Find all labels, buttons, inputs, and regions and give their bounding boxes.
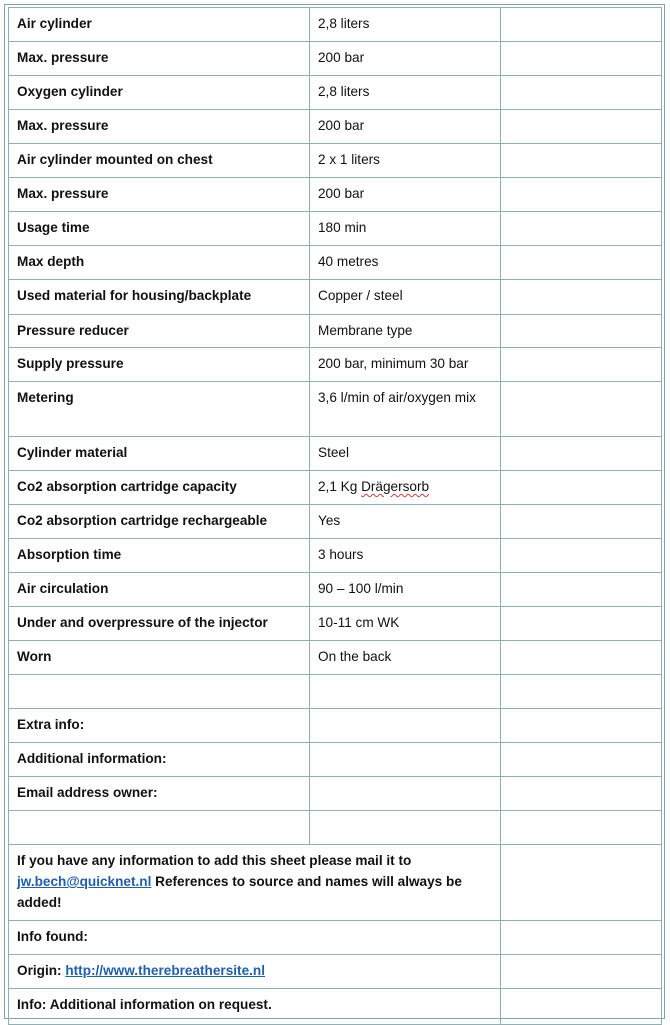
empty-cell <box>501 382 662 437</box>
spec-label: Usage time <box>9 212 310 246</box>
spec-label: Under and overpressure of the injector <box>9 607 310 641</box>
spec-value: 90 – 100 l/min <box>310 573 501 607</box>
spec-value: 2,8 liters <box>310 76 501 110</box>
table-row <box>9 437 662 471</box>
table-row <box>9 777 662 811</box>
empty-cell <box>310 777 501 811</box>
spec-label: Oxygen cylinder <box>9 76 310 110</box>
spec-label: Used material for housing/backplate <box>9 280 310 315</box>
empty-cell <box>501 144 662 178</box>
spec-label: Max. pressure <box>9 178 310 212</box>
spec-value: 3 hours <box>310 539 501 573</box>
empty-cell <box>501 989 662 1025</box>
origin-cell <box>9 955 501 989</box>
empty-cell <box>501 573 662 607</box>
table-row <box>9 811 662 845</box>
origin-url-link[interactable]: http://www.therebreathersite.nl <box>65 963 265 978</box>
table-row <box>9 573 662 607</box>
spec-label: Air circulation <box>9 573 310 607</box>
spec-value: 200 bar <box>310 42 501 76</box>
contact-email-link[interactable]: jw.bech@quicknet.nl <box>17 874 152 889</box>
empty-cell <box>501 641 662 675</box>
extra-info-label: Extra info: <box>9 709 310 743</box>
spec-label: Pressure reducer <box>9 315 310 348</box>
spec-label: Co2 absorption cartridge rechargeable <box>9 505 310 539</box>
table-row <box>9 743 662 777</box>
empty-cell <box>501 246 662 280</box>
spec-sheet <box>4 4 665 1019</box>
empty-cell <box>501 921 662 955</box>
spec-label: Max depth <box>9 246 310 280</box>
empty-cell <box>501 348 662 382</box>
table-row <box>9 607 662 641</box>
info-found-label: Info found: <box>9 921 501 955</box>
spec-value: Yes <box>310 505 501 539</box>
table-row <box>9 144 662 178</box>
spec-label: Max. pressure <box>9 110 310 144</box>
empty-cell <box>501 471 662 505</box>
table-row <box>9 921 662 955</box>
empty-cell <box>310 811 501 845</box>
contact-text-before: If you have any information to add this sheet please mail it to <box>17 853 412 868</box>
table-row <box>9 641 662 675</box>
spec-value <box>310 471 501 505</box>
empty-cell <box>501 709 662 743</box>
spec-value: 10-11 cm WK <box>310 607 501 641</box>
origin-label: Origin: <box>17 963 62 978</box>
spec-value: 3,6 l/min of air/oxygen mix <box>310 382 501 437</box>
spec-value: Membrane type <box>310 315 501 348</box>
spec-label: Air cylinder <box>9 8 310 42</box>
spec-value: 2 x 1 liters <box>310 144 501 178</box>
spec-value: Steel <box>310 437 501 471</box>
empty-cell <box>501 315 662 348</box>
table-row <box>9 280 662 315</box>
empty-cell <box>501 743 662 777</box>
additional-info-label: Additional information: <box>9 743 310 777</box>
table-row <box>9 212 662 246</box>
table-row <box>9 315 662 348</box>
empty-cell <box>501 280 662 315</box>
table-row <box>9 8 662 42</box>
table-row <box>9 709 662 743</box>
table-row <box>9 348 662 382</box>
empty-cell <box>501 539 662 573</box>
spec-value-prefix: 2,1 Kg <box>318 479 362 494</box>
empty-cell <box>501 955 662 989</box>
empty-cell <box>501 777 662 811</box>
empty-cell <box>501 505 662 539</box>
empty-cell <box>501 845 662 921</box>
empty-cell <box>501 8 662 42</box>
empty-cell <box>501 437 662 471</box>
empty-cell <box>501 76 662 110</box>
spec-value: 40 metres <box>310 246 501 280</box>
spec-value: 2,8 liters <box>310 8 501 42</box>
spec-value: On the back <box>310 641 501 675</box>
table-row <box>9 471 662 505</box>
spec-value: 200 bar <box>310 110 501 144</box>
spec-label: Supply pressure <box>9 348 310 382</box>
empty-cell <box>501 811 662 845</box>
empty-cell <box>501 675 662 709</box>
empty-cell <box>9 811 310 845</box>
table-row <box>9 955 662 989</box>
empty-cell <box>501 607 662 641</box>
spec-value: Copper / steel <box>310 280 501 315</box>
spec-value: 180 min <box>310 212 501 246</box>
table-row <box>9 178 662 212</box>
spec-label: Metering <box>9 382 310 437</box>
table-row <box>9 989 662 1025</box>
empty-cell <box>9 675 310 709</box>
spellcheck-word: Drägersorb <box>361 479 430 494</box>
empty-cell <box>310 675 501 709</box>
empty-cell <box>501 110 662 144</box>
table-row <box>9 76 662 110</box>
table-row <box>9 505 662 539</box>
contact-text-after: References to source and names will always be added! <box>17 874 462 910</box>
spec-value: 200 bar, minimum 30 bar <box>310 348 501 382</box>
table-row <box>9 539 662 573</box>
spec-label: Worn <box>9 641 310 675</box>
empty-cell <box>501 42 662 76</box>
info-request-label: Info: Additional information on request. <box>9 989 501 1025</box>
email-owner-label: Email address owner: <box>9 777 310 811</box>
empty-cell <box>310 743 501 777</box>
table-row <box>9 382 662 437</box>
empty-cell <box>310 709 501 743</box>
table-row <box>9 675 662 709</box>
spec-label: Max. pressure <box>9 42 310 76</box>
empty-cell <box>501 212 662 246</box>
empty-cell <box>501 178 662 212</box>
spec-value: 200 bar <box>310 178 501 212</box>
spec-table <box>8 7 662 1025</box>
contact-note <box>9 845 501 921</box>
table-row <box>9 42 662 76</box>
table-row <box>9 246 662 280</box>
spec-label: Co2 absorption cartridge capacity <box>9 471 310 505</box>
spec-label: Absorption time <box>9 539 310 573</box>
table-row <box>9 110 662 144</box>
spec-label: Cylinder material <box>9 437 310 471</box>
table-row <box>9 845 662 921</box>
spec-label: Air cylinder mounted on chest <box>9 144 310 178</box>
